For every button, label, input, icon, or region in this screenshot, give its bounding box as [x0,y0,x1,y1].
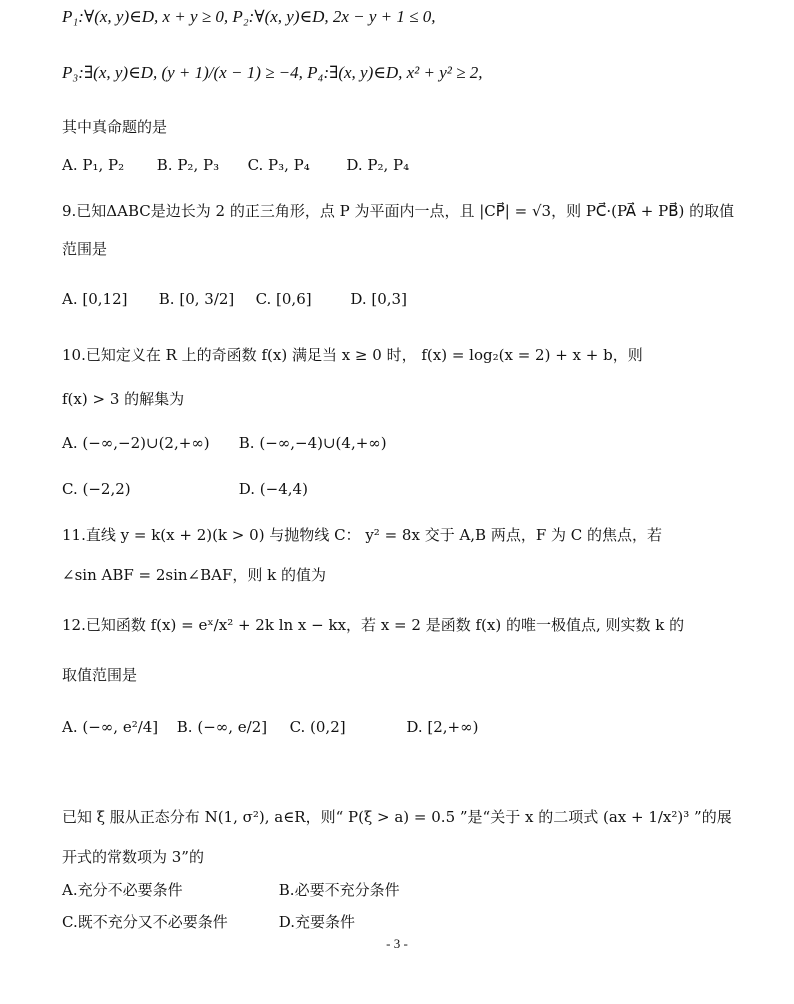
q13-options-row2 [62,911,355,933]
q8-prompt: 其中真命题的是 [62,118,168,136]
q9-line1: 9.已知ΔABC是边长为 2 的正三角形，点 P 为平面内一点，且 |CP⃗| = √3，则 PC⃗·(PA⃗ + PB⃗) 的取值 [62,202,735,220]
q11-line1: 11.直线 y = k(x + 2)(k > 0) 与抛物线 C： y² = 8x 交于 A,B 两点，F 为 C 的焦点，若 [62,526,663,544]
q10-options-row1 [62,432,387,454]
q12-line1: 12.已知函数 f(x) = eˣ/x² + 2k ln x − kx，若 x = 2 是函数 f(x) 的唯一极值点, 则实数 k 的 [62,616,685,634]
q10-option-c: C. (−2,2) [62,480,131,498]
q9-option-c: C. [0,6] [255,290,312,308]
q12-line2: 取值范围是 [62,666,138,684]
q8-option-d: D. P₂, P₄ [346,156,410,174]
q8-line2: P₃:∃(x, y)∈D, (y + 1)/(x − 1) ≥ −4, P₄:∃(x, y)∈D, x² + y² ≥ 2, [62,63,483,82]
q8-option-a: A. P₁, P₂ [62,156,125,174]
q13-option-c: C.既不充分又不必要条件 [62,913,228,931]
q13-option-d: D.充要条件 [278,913,356,931]
q12-option-b: B. (−∞, e/2] [176,718,268,736]
q11-line2: ∠sin ABF = 2sin∠BAF，则 k 的值为 [62,566,327,584]
q10-line1: 10.已知定义在 R 上的奇函数 f(x) 满足当 x ≥ 0 时， f(x) = log₂(x = 2) + x + b，则 [62,346,643,364]
q13-line1: 已知 ξ 服从正态分布 N(1, σ²), a∈R，则“ P(ξ > a) = 0.5 ”是“关于 x 的二项式 (ax + 1/x²)³ ”的展 [62,808,732,826]
q8-option-b: B. P₂, P₃ [156,156,220,174]
q10-option-d: D. (−4,4) [238,480,308,498]
q12-option-d: D. [2,+∞) [406,718,479,736]
q10-option-b: B. (−∞,−4)∪(4,+∞) [238,434,387,452]
page-number: - 3 - [386,936,408,951]
q13-options-row1 [62,879,400,901]
q12-option-a: A. (−∞, e²/4] [62,718,159,736]
q13-option-b: B.必要不充分条件 [278,881,400,899]
q12-option-c: C. (0,2] [289,718,346,736]
q10-option-a: A. (−∞,−2)∪(2,+∞) [62,434,210,452]
q13-option-a: A.充分不必要条件 [62,881,183,899]
q9-options [62,288,407,310]
q9-option-a: A. [0,12] [62,290,128,308]
q12-options [62,716,478,738]
q8-option-c: C. P₃, P₄ [247,156,310,174]
q10-line2: f(x) > 3 的解集为 [62,390,185,408]
q13-line2: 开式的常数项为 3”的 [62,848,204,866]
q9-line2: 范围是 [62,240,108,258]
q8-line1: P₁:∀(x, y)∈D, x + y ≥ 0, P₂:∀(x, y)∈D, 2x − y + 1 ≤ 0, [62,7,436,26]
q10-options-row2 [62,478,308,500]
q8-options [62,154,409,176]
q9-option-d: D. [0,3] [350,290,407,308]
q9-option-b: B. [0, 3/2] [158,290,235,308]
